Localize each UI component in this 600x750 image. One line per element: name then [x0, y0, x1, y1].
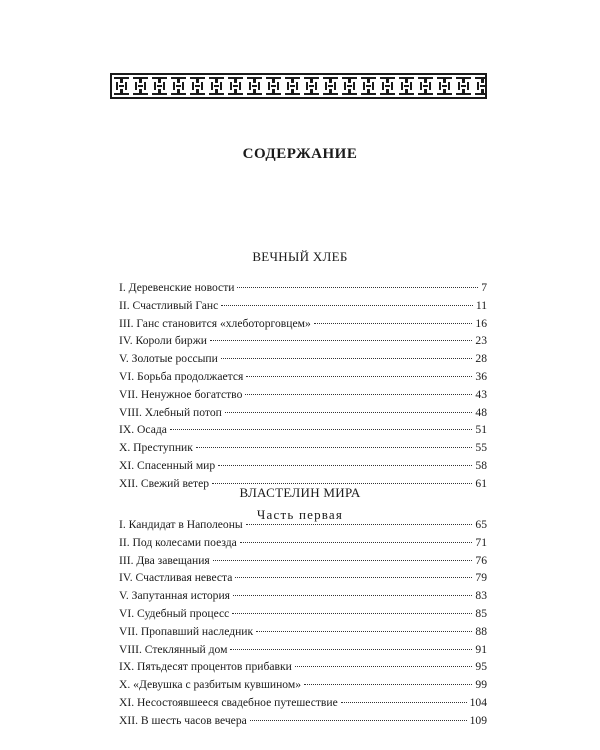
toc-entry[interactable]	[119, 712, 487, 730]
toc-entry-label: II. Счастливый Ганс	[119, 298, 219, 312]
toc-entry-label: I. Кандидат в Наполеоны	[119, 518, 243, 531]
toc-entry-label: VI. Судебный процесс	[119, 606, 230, 620]
toc-entry[interactable]	[119, 658, 487, 676]
toc-leader	[212, 483, 472, 484]
toc-entry-label: VI. Борьба продолжается	[119, 369, 244, 383]
toc-entry-label: V. Запутанная история	[119, 589, 231, 603]
toc-leader	[237, 287, 478, 288]
toc-entry-page: 109	[469, 713, 487, 727]
toc-entry-page: 48	[475, 405, 487, 419]
toc-leader	[170, 429, 473, 430]
toc-entry-page: 7	[481, 281, 487, 294]
toc-entry[interactable]	[119, 516, 487, 534]
toc-leader	[256, 631, 472, 632]
toc-leader	[218, 465, 472, 466]
toc-entry-label: IX. Осада	[119, 423, 167, 437]
toc-entry[interactable]	[119, 332, 487, 350]
toc-entry-label: IX. Пятьдесят процентов прибавки	[119, 660, 292, 674]
toc-entry-page: 16	[475, 316, 487, 330]
toc-entry-page: 36	[475, 369, 487, 383]
toc-leader	[225, 412, 473, 413]
toc-leader	[221, 305, 473, 306]
toc-entry-page: 51	[475, 423, 487, 437]
toc-leader	[232, 613, 472, 614]
toc-entry-label: I. Деревенские новости	[119, 281, 235, 294]
toc-leader	[314, 323, 473, 324]
toc-entry[interactable]	[119, 457, 487, 475]
toc-leader	[240, 542, 473, 543]
toc-leader	[245, 394, 472, 395]
toc-entry-label: VIII. Стеклянный дом	[119, 642, 228, 656]
toc-entry[interactable]	[119, 315, 487, 333]
toc-entry[interactable]	[119, 386, 487, 404]
toc-entry-page: 91	[475, 642, 487, 656]
toc-entry-label: VII. Пропавший наследник	[119, 624, 254, 638]
toc-entry[interactable]	[119, 439, 487, 457]
toc-entry-page: 79	[475, 571, 487, 585]
toc-entry[interactable]	[119, 605, 487, 623]
section-title-ruler-of-world: ВЛАСТЕЛИН МИРА	[239, 485, 361, 500]
toc-leader	[250, 720, 467, 721]
toc-leader	[235, 577, 472, 578]
toc-entry[interactable]	[119, 623, 487, 641]
toc-entry[interactable]	[119, 641, 487, 659]
toc-entry[interactable]	[119, 534, 487, 552]
toc-entry-page: 99	[475, 678, 487, 692]
toc-entry-page: 58	[475, 458, 487, 472]
toc-leader	[221, 358, 473, 359]
toc-entry[interactable]	[119, 694, 487, 712]
toc-list-ruler-of-world	[119, 516, 487, 730]
toc-entry[interactable]	[119, 676, 487, 694]
toc-entry-label: XII. В шесть часов вечера	[119, 713, 247, 727]
toc-entry[interactable]	[119, 587, 487, 605]
toc-entry-page: 55	[475, 441, 487, 455]
toc-entry[interactable]	[119, 552, 487, 570]
toc-entry[interactable]	[119, 569, 487, 587]
toc-entry-label: XII. Свежий ветер	[119, 476, 210, 490]
toc-leader	[230, 649, 472, 650]
toc-entry-page: 85	[475, 606, 487, 620]
toc-entry-page: 28	[475, 352, 487, 366]
toc-leader	[233, 595, 472, 596]
toc-entry-page: 65	[475, 518, 487, 531]
toc-entry[interactable]	[119, 421, 487, 439]
section-title-eternal-bread: ВЕЧНЫЙ ХЛЕБ	[252, 249, 348, 264]
toc-entry-page: 61	[475, 476, 487, 490]
toc-entry[interactable]	[119, 279, 487, 297]
toc-leader	[341, 702, 467, 703]
toc-leader	[295, 666, 473, 667]
toc-leader	[196, 447, 473, 448]
toc-leader	[304, 684, 472, 685]
toc-entry-label: XI. Несостоявшееся свадебное путешествие	[119, 695, 338, 709]
toc-entry-page: 104	[469, 695, 487, 709]
toc-list-eternal-bread	[119, 279, 487, 493]
toc-entry-page: 76	[475, 553, 487, 567]
page-title: СОДЕРЖАНИЕ	[242, 146, 358, 162]
toc-entry-label: X. «Девушка с разбитым кувшином»	[119, 678, 302, 692]
toc-entry-label: V. Золотые россыпи	[119, 352, 218, 366]
toc-entry-label: VIII. Хлебный потоп	[119, 405, 222, 419]
toc-entry-label: VII. Ненужное богатство	[119, 387, 243, 401]
toc-entry-label: X. Преступник	[119, 441, 193, 455]
toc-entry-page: 71	[475, 535, 487, 549]
toc-entry-label: IV. Счастливая невеста	[119, 571, 233, 585]
toc-entry[interactable]	[119, 350, 487, 368]
toc-entry-page: 43	[475, 387, 487, 401]
toc-entry-page: 95	[475, 660, 487, 674]
toc-leader	[246, 376, 472, 377]
toc-entry[interactable]	[119, 368, 487, 386]
toc-entry-label: III. Два завещания	[119, 553, 210, 567]
toc-entry-label: IV. Короли биржи	[119, 334, 207, 348]
toc-entry[interactable]	[119, 297, 487, 315]
toc-leader	[210, 340, 472, 341]
toc-entry-page: 83	[475, 589, 487, 603]
decorative-ornament-band	[110, 73, 487, 99]
part-title: Часть первая	[256, 507, 344, 522]
toc-entry-label: III. Ганс становится «хлеботорговцем»	[119, 316, 311, 330]
toc-leader	[246, 524, 473, 525]
toc-leader	[213, 560, 473, 561]
toc-entry-label: XI. Спасенный мир	[119, 458, 216, 472]
toc-entry-page: 23	[475, 334, 487, 348]
ornament-pattern-icon	[112, 75, 485, 97]
toc-entry-page: 11	[475, 298, 487, 312]
toc-entry[interactable]	[119, 404, 487, 422]
toc-entry-page: 88	[475, 624, 487, 638]
toc-entry-label: II. Под колесами поезда	[119, 535, 237, 549]
